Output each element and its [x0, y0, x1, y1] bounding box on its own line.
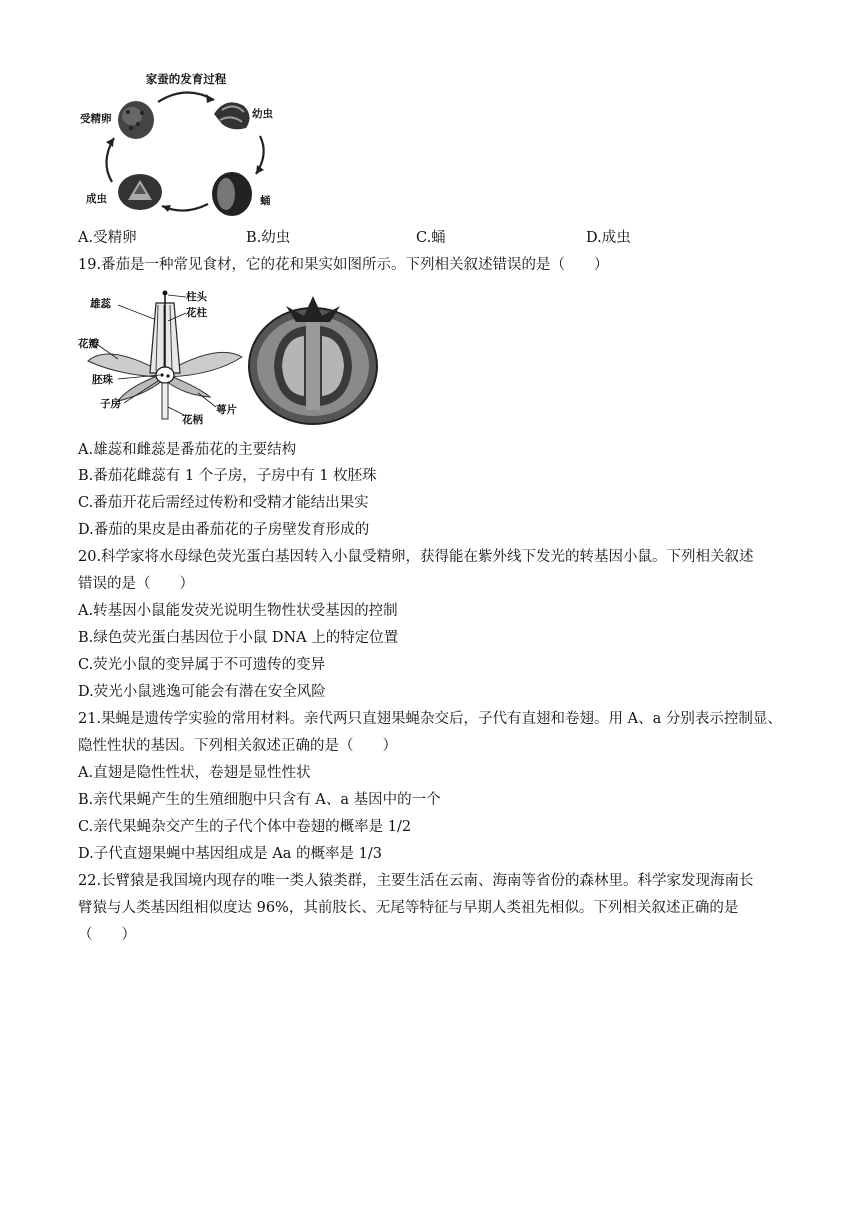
q21-option-a: A.直翅是隐性性状，卷翅是显性性状	[78, 765, 311, 781]
label-stigma: 柱头	[186, 291, 207, 303]
q19-option-b: B.番茄花雌蕊有 1 个子房，子房中有 1 枚胚珠	[78, 468, 377, 484]
q18-option-d: D.成虫	[586, 230, 631, 246]
q20-option-c: C.荧光小鼠的变异属于不可遗传的变异	[78, 657, 326, 673]
q21-option-c: C.亲代果蝇杂交产生的子代个体中卷翅的概率是 1/2	[78, 819, 412, 835]
stage-label-pupa: 蛹	[260, 195, 271, 207]
q20-stem-line1: 20.科学家将水母绿色荧光蛋白基因转入小鼠受精卵，获得能在紫外线下发光的转基因小鼠。下列相关叙述	[78, 549, 754, 565]
q19-option-a: A.雄蕊和雌蕊是番茄花的主要结构	[78, 442, 297, 458]
q22-stem-line3: （ ）	[78, 927, 136, 943]
label-flower-stalk: 花柄	[182, 414, 203, 425]
q21-stem-line2: 隐性性状的基因。下列相关叙述正确的是（ ）	[78, 738, 397, 754]
q22-stem-line2: 臂猿与人类基因组相似度达 96%，其前肢长、无尾等特征与早期人类祖先相似。下列相关叙述正确的是	[78, 900, 739, 916]
q20-option-a: A.转基因小鼠能发荧光说明生物性状受基因的控制	[78, 603, 398, 619]
silkworm-development-figure	[76, 66, 276, 226]
q21-option-d: D.子代直翅果蝇中基因组成是 Aa 的概率是 1/3	[78, 846, 382, 862]
stage-label-adult: 成虫	[86, 193, 107, 205]
label-ovule: 胚珠	[92, 374, 113, 386]
tomato-fruit-figure	[246, 290, 380, 428]
label-stamen: 雄蕊	[90, 298, 111, 310]
tomato-flower-figure	[78, 283, 250, 425]
label-style: 花柱	[186, 307, 207, 319]
label-petal: 花瓣	[78, 338, 99, 350]
q21-stem-line1: 21.果蝇是遗传学实验的常用材料。亲代两只直翅果蝇杂交后，子代有直翅和卷翅。用 A、a 分别表示控制显、	[78, 711, 782, 727]
label-sepal: 萼片	[216, 404, 237, 416]
stage-label-egg: 受精卵	[80, 113, 112, 125]
q18-option-a: A.受精卵	[78, 230, 137, 246]
q20-stem-line2: 错误的是（ ）	[78, 576, 194, 592]
q21-option-b: B.亲代果蝇产生的生殖细胞中只含有 A、a 基因中的一个	[78, 792, 441, 808]
q20-option-d: D.荧光小鼠逃逸可能会有潜在安全风险	[78, 684, 326, 700]
q19-option-d: D.番茄的果皮是由番茄花的子房壁发育形成的	[78, 522, 370, 538]
q19-option-c: C.番茄开花后需经过传粉和受精才能结出果实	[78, 495, 369, 511]
q22-stem-line1: 22.长臂猿是我国境内现存的唯一类人猿类群，主要生活在云南、海南等省份的森林里。科学家发现海南长	[78, 873, 754, 889]
q18-option-b: B.幼虫	[246, 230, 291, 246]
label-ovary: 子房	[100, 398, 121, 410]
figure-title: 家蚕的发育过程	[145, 72, 227, 86]
stage-label-larva: 幼虫	[252, 108, 273, 120]
q20-option-b: B.绿色荧光蛋白基因位于小鼠 DNA 上的特定位置	[78, 630, 399, 646]
q18-option-c: C.蛹	[416, 230, 446, 246]
q19-stem: 19.番茄是一种常见食材，它的花和果实如图所示。下列相关叙述错误的是（ ）	[78, 257, 609, 273]
